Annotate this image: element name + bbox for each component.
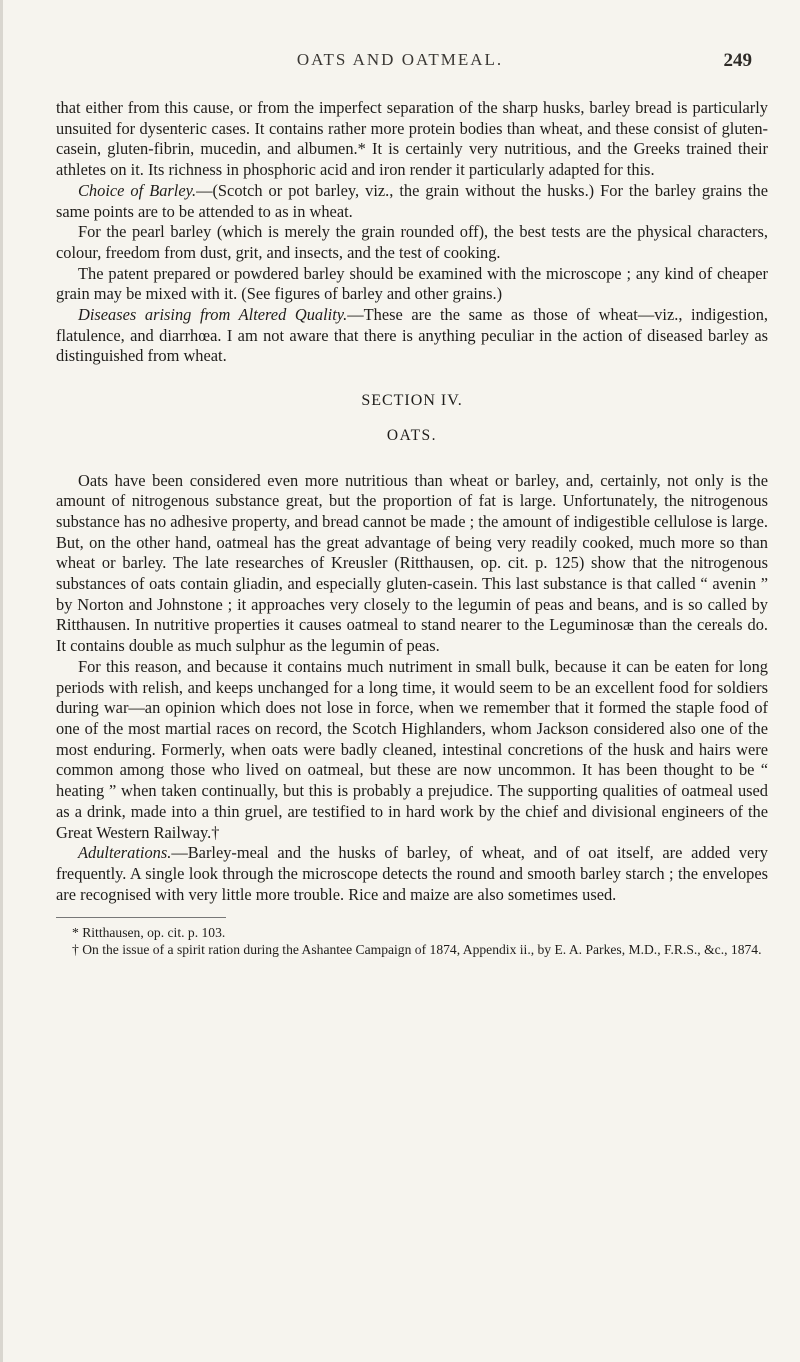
- running-title: OATS AND OATMEAL.: [296, 50, 504, 69]
- paragraph-oats-nutrition: Oats have been considered even more nutritious than wheat or barley, and, certainly, not only is the amount of nitrogenous substance great, but the proportion of fat is large. Unfortunately, the nitrogenous substance has no adhesive property, and bread cannot be made ; the amount of indigestible cellulose is large. But, on the other hand, oatmeal has the great advantage of being very readily cooked, much more so than wheat or barley. The late researches of Kreusler (Ritthausen, op. cit. p. 125) show that the nitrogenous substances of oats contain gliadin, and especially gluten-casein. This last substance is that called “ avenin ” by Norton and Johnstone ; it approaches very closely to the legumin of peas and beans, and is so called by Ritthausen. In nutritive properties it causes oatmeal to stand nearer to the Leguminosæ than the cereals do. It contains double as much sulphur as the legumin of peas.: [56, 470, 768, 656]
- page-body: [56, 98, 768, 958]
- paragraph-oats-soldiers: For this reason, and because it contains much nutriment in small bulk, because it can be eaten for long periods with relish, and keeps unchanged for a long time, it would seem to be an excellent food for soldiers during war—an opinion which does not lose in force, when we remember that it formed the staple food of one of the most martial races on record, the Scotch Highlanders, whom Jackson considered also one of the most enduring. Formerly, when oats were badly cleaned, intestinal concretions of the husk and hairs were common among those who lived on oatmeal, but these are now uncommon. It has been thought to be “ heating ” when taken continually, but this is probably a prejudice. The supporting qualities of oatmeal used as a drink, made into a thin gruel, are testified to in hard work by the chief and divisional engineers of the Great Western Railway.†: [56, 656, 768, 842]
- diseases-heading: Diseases arising from Altered Quality.: [78, 305, 348, 325]
- footnote-rule: [56, 917, 226, 918]
- paragraph-barley-bread: that either from this cause, or from the imperfect separation of the sharp husks, barley bread is particularly unsuited for dysenteric cases. It contains rather more protein bodies than wheat, and these consist of gluten-casein, gluten-fibrin, mucedin, and albumen.* It is certainly very nutritious, and the Greeks trained their athletes on it. Its richness in phosphoric acid and iron render it particularly adapted for this.: [56, 98, 768, 180]
- choice-of-barley-heading: Choice of Barley.: [78, 180, 197, 200]
- page-number: 249: [723, 50, 752, 71]
- paragraph-choice-of-barley: [56, 181, 768, 222]
- footnote-ashantee: † On the issue of a spirit ration during the Ashantee Campaign of 1874, Appendix ii., by E. A. Parkes, M.D., F.R.S., &c., 1874.: [72, 942, 762, 958]
- diseases-text: —These are the same as those of wheat—viz., indigestion, flatulence, and diarrhœa. I am not aware that there is anything peculiar in the action of diseased barley as distinguished from wheat.: [56, 305, 768, 366]
- adulterations-text: —Barley-meal and the husks of barley, of wheat, and of oat itself, are added very frequently. A single look through the microscope detects the round and smooth barley starch ; the envelopes are recognised with very little more trouble. Rice and maize are also sometimes used.: [56, 843, 768, 904]
- adulterations-heading: Adulterations.: [78, 843, 172, 863]
- running-header: [0, 50, 800, 74]
- page-edge-shadow: [0, 0, 3, 1362]
- section-heading: SECTION IV.: [361, 392, 463, 410]
- choice-of-barley-text: —(Scotch or pot barley, viz., the grain without the husks.) For the barley grains the same points are to be attended to as in wheat.: [56, 180, 768, 221]
- footnote-ritthausen: * Ritthausen, op. cit. p. 103.: [72, 925, 226, 941]
- section-title: OATS.: [386, 426, 438, 444]
- paragraph-pearl-barley: For the pearl barley (which is merely the grain rounded off), the best tests are the physical characters, colour, freedom from dust, grit, and insects, and the test of cooking.: [56, 222, 768, 262]
- paragraph-diseases: [56, 305, 768, 367]
- paragraph-patent-barley: The patent prepared or powdered barley should be examined with the microscope ; any kind of cheaper grain may be mixed with it. (See figures of barley and other grains.): [56, 263, 768, 304]
- paragraph-adulterations: [56, 843, 768, 905]
